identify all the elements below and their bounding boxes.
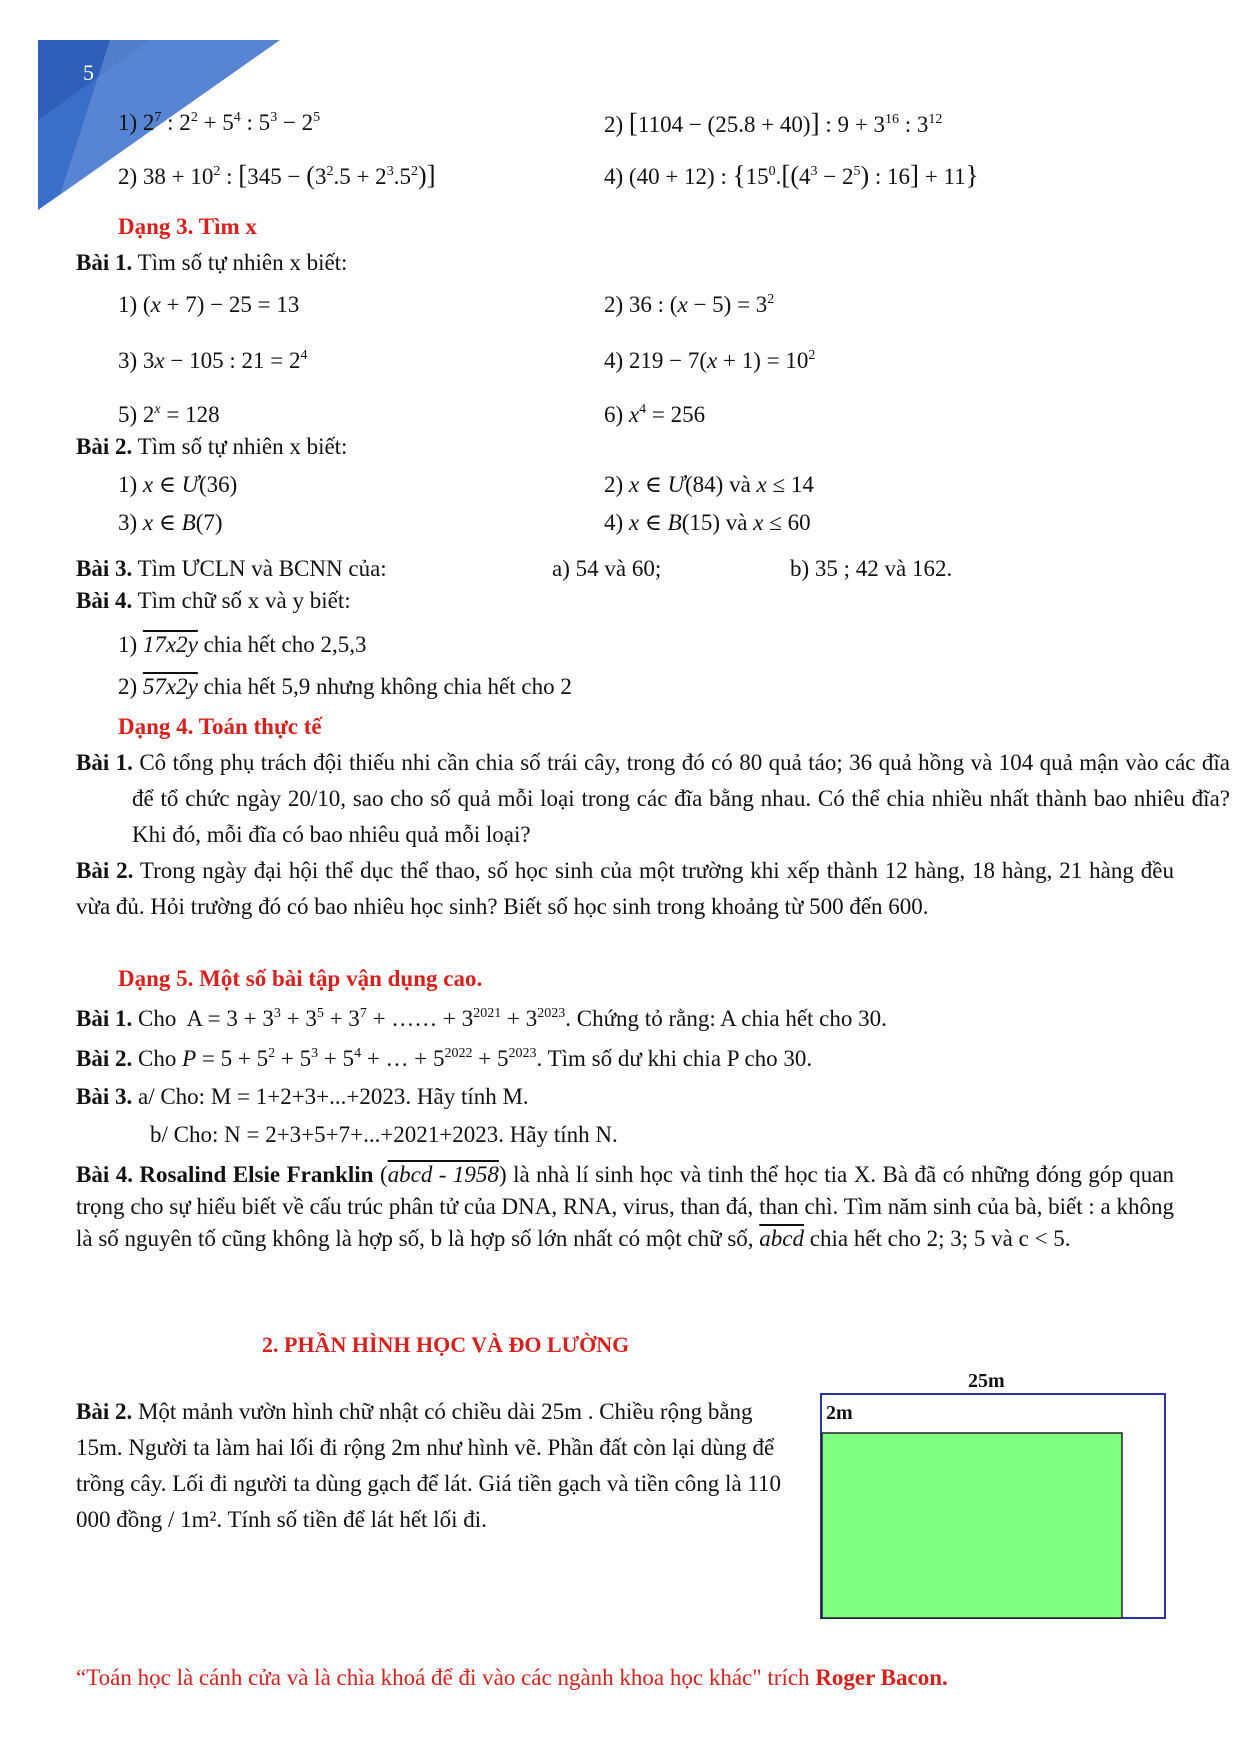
dang3-bai3: Bài 3. Tìm ƯCLN và BCNN của: xyxy=(76,556,387,581)
dang5-bai2: Bài 2. Cho $P = 5 + 5^2 + 5^3 + 5^4$ + … + $5^{2022} + 5^{2023}$. Tìm số dư khi chia P cho 30. xyxy=(76,1046,813,1071)
expr-1: 1) $2^7$ : $2^2 + 5^4$ : $5^3 - 2^5$ xyxy=(118,110,321,135)
figure-length-label: 25m xyxy=(968,1370,1005,1392)
dang4-heading: Dạng 4. Toán thực tế xyxy=(118,714,322,739)
dang4-bai1: Bài 1. Cô tổng phụ trách đội thiếu nhi cần chia số trái cây, trong đó có 80 quả táo; 36 quả hồng và 104 quả mận vào các đĩa để tổ chức ngày 20/10, sao cho số quả mỗi loại trong các đĩa bằng nhau. Có thể chia nhiều nhất thành bao nhiêu đĩa? Khi đó, mỗi đĩa có bao nhiêu quả mỗi loại? xyxy=(76,750,1231,847)
dang3-heading: Dạng 3. Tìm x xyxy=(118,214,257,239)
digit-1: 1) 17x2y chia hết cho 2,5,3 xyxy=(118,632,367,657)
dang3-bai2: Bài 2. Tìm số tự nhiên x biết: xyxy=(76,434,348,459)
dang3-bai3-b: b) 35 ; 42 và 162. xyxy=(790,556,953,581)
set-4: 4) x ∈ B(15) và x ≤ 60 xyxy=(604,510,811,535)
garden-figure xyxy=(820,1393,1170,1623)
eq-3: 3) 3x − 105 : $21 = 2^4$ xyxy=(118,348,308,373)
dang5-bai1: Bài 1. Cho $A = 3 + 3^3 + 3^5 + 3^7$ + …… + $3^{2021} + 3^{2023}$. Chứng tỏ rằng: A chia hết cho 30. xyxy=(76,1006,887,1031)
dang5-bai3-a: Bài 3. a/ Cho: M = 1+2+3+...+2023. Hãy tính M. xyxy=(76,1084,529,1109)
dang5-bai4: Bài 4. Rosalind Elsie Franklin (abcd - 1958) là nhà lí sinh học và tinh thể học tia X. Bà đã có những đóng góp quan trọng cho sự hiểu biết về cấu trúc phân tử của DNA, RNA, virus, than đá, than chì. Tìm năm sinh của bà, biết : a không là số nguyên tố cũng không là hợp số, b là hợp số lớn nhất có một chữ số, abcd chia hết cho 2; 3; 5 và c < 5. xyxy=(76,1162,1174,1251)
eq-4: 4) $219 - 7(x + 1) = 10^2$ xyxy=(604,348,816,373)
dang5-heading: Dạng 5. Một số bài tập vận dụng cao. xyxy=(118,966,483,991)
eq-1: 1) (x + 7) − 25 = 13 xyxy=(118,292,300,317)
page-number: 5 xyxy=(83,60,94,85)
dang4-bai2: Bài 2. Trong ngày đại hội thể dục thể thao, số học sinh của một trường khi xếp thành 12 hàng, 18 hàng, 21 hàng đều vừa đủ. Hỏi trường đó có bao nhiêu học sinh? Biết số học sinh trong khoảng từ 500 đến 600. xyxy=(76,858,1174,919)
eq-5: 5) $2^x = 128$ xyxy=(118,402,220,427)
digit-2: 2) 57x2y chia hết 5,9 nhưng không chia hết cho 2 xyxy=(118,674,572,699)
figure-path-width-label: 2m xyxy=(826,1402,853,1424)
expr-2: 2) [1104 − (25.8 + 40)] : $9 + 3^{16}$ : $3^{12}$ xyxy=(604,108,943,138)
dang3-bai4: Bài 4. Tìm chữ số x và y biết: xyxy=(76,588,351,613)
eq-2: 2) 36 : $(x - 5) = 3^2$ xyxy=(604,292,775,317)
set-3: 3) x ∈ B(7) xyxy=(118,510,223,535)
geometry-heading: 2. PHẦN HÌNH HỌC VÀ ĐO LƯỜNG xyxy=(262,1332,630,1357)
closing-quote: “Toán học là cánh cửa và là chìa khoá để đi vào các ngành khoa học khác" trích Roger Bacon. xyxy=(76,1665,948,1690)
expr-4: 4) (40 + 12) : {$15^0.[(4^3 - 2^5)$ : 16] + 11} xyxy=(604,160,979,190)
set-1: 1) x ∈ Ư(36) xyxy=(118,472,238,497)
dang3-bai3-a: a) 54 và 60; xyxy=(552,556,662,581)
eq-6: 6) $x^4 = 256$ xyxy=(604,402,706,427)
garden-planting-area xyxy=(822,1433,1122,1618)
expr-3: 2) $38 + 10^2$ : $[345 - (3^2.5 + 2^3.5^2)]$ xyxy=(118,160,436,190)
geometry-bai2: Bài 2. Một mảnh vườn hình chữ nhật có chiều dài 25m . Chiều rộng bằng 15m. Người ta làm hai lối đi rộng 2m như hình vẽ. Phần đất còn lại dùng để trồng cây. Lối đi người ta dùng gạch để lát. Giá tiền gạch và tiền công là 110 000 đồng / 1m². Tính số tiền để lát hết lối đi. xyxy=(76,1399,782,1532)
set-2: 2) x ∈ Ư(84) và x ≤ 14 xyxy=(604,472,814,497)
dang5-bai3-b: b/ Cho: N = 2+3+5+7+...+2021+2023. Hãy tính N. xyxy=(150,1122,618,1147)
dang3-bai1: Bài 1. Tìm số tự nhiên x biết: xyxy=(76,250,348,275)
